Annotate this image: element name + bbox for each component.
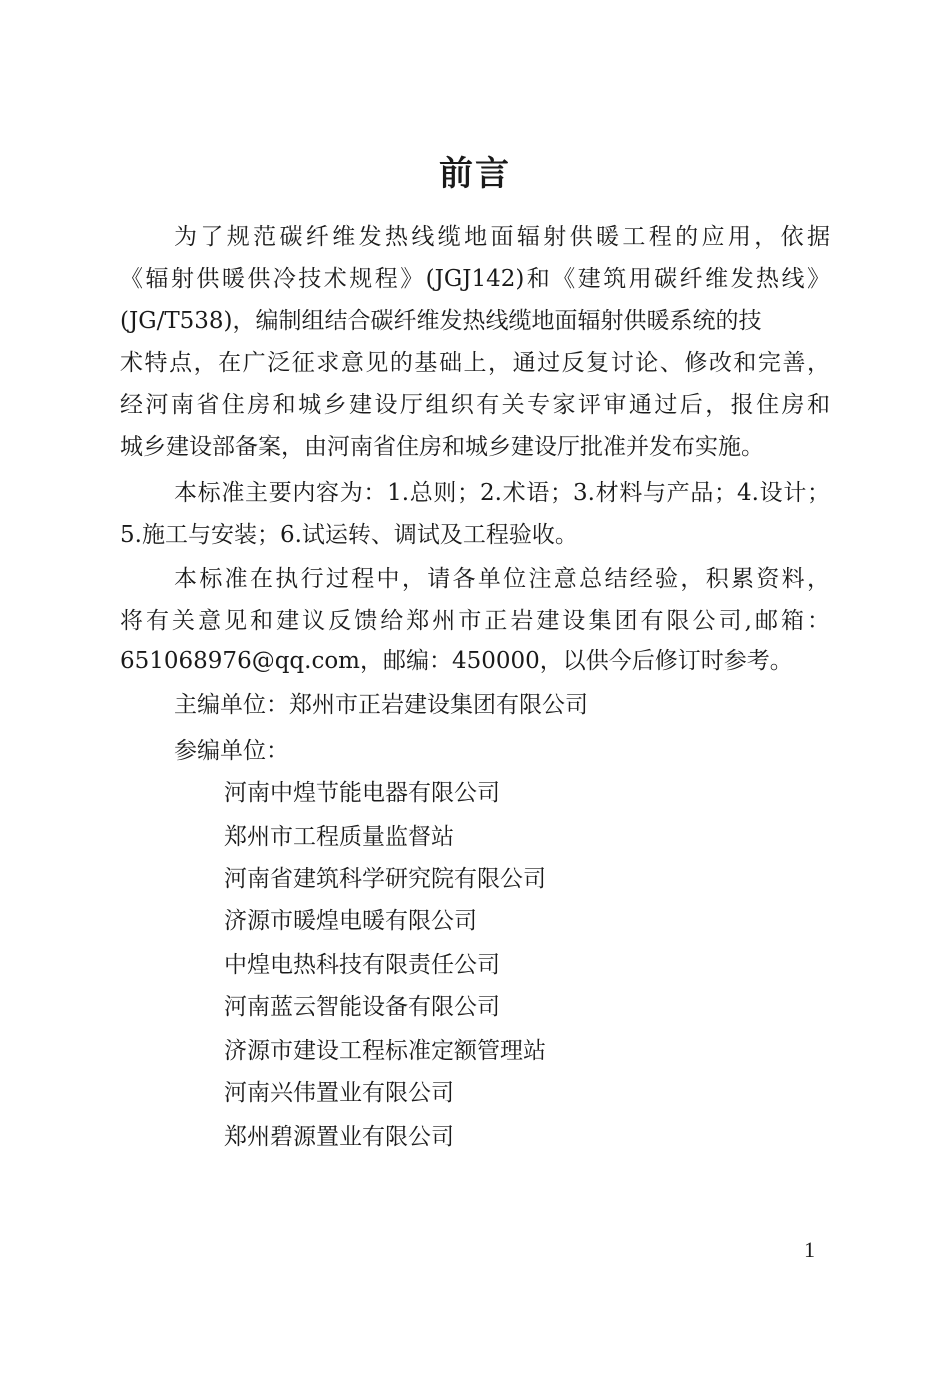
participant-item: 河南省建筑科学研究院有限公司 bbox=[224, 866, 546, 892]
paragraph-2-line-1: 本标准主要内容为：1.总则；2.术语；3.材料与产品；4.设计； bbox=[174, 480, 830, 506]
chief-editor-unit: 主编单位：郑州市正岩建设集团有限公司 bbox=[174, 692, 588, 718]
participant-item: 济源市建设工程标准定额管理站 bbox=[224, 1038, 546, 1064]
participant-item: 河南中煌节能电器有限公司 bbox=[224, 780, 500, 806]
participant-item: 郑州碧源置业有限公司 bbox=[224, 1124, 454, 1150]
paragraph-1-line-2: 《辐射供暖供冷技术规程》(JGJ142)和《建筑用碳纤维发热线》 bbox=[120, 266, 830, 292]
participants-label: 参编单位： bbox=[174, 738, 289, 764]
paragraph-3-line-1: 本标准在执行过程中，请各单位注意总结经验，积累资料， bbox=[174, 566, 830, 592]
paragraph-1-line-6: 城乡建设部备案，由河南省住房和城乡建设厅批准并发布实施。 bbox=[120, 434, 764, 460]
paragraph-1-line-1: 为了规范碳纤维发热线缆地面辐射供暖工程的应用，依据 bbox=[174, 224, 830, 250]
participant-item: 郑州市工程质量监督站 bbox=[224, 824, 454, 850]
paragraph-3-line-2: 将有关意见和建议反馈给郑州市正岩建设集团有限公司,邮箱： bbox=[120, 608, 830, 634]
paragraph-1-line-4: 术特点，在广泛征求意见的基础上，通过反复讨论、修改和完善， bbox=[120, 350, 830, 376]
participant-item: 济源市暖煌电暖有限公司 bbox=[224, 908, 477, 934]
participant-item: 中煌电热科技有限责任公司 bbox=[224, 952, 500, 978]
paragraph-3-line-3: 651068976@qq.com，邮编：450000，以供今后修订时参考。 bbox=[120, 648, 793, 674]
participant-item: 河南蓝云智能设备有限公司 bbox=[224, 994, 500, 1020]
paragraph-1-line-3: (JG/T538)，编制组结合碳纤维发热线缆地面辐射供暖系统的技 bbox=[120, 308, 762, 334]
paragraph-2-line-2: 5.施工与安装；6.试运转、调试及工程验收。 bbox=[120, 522, 578, 548]
paragraph-1-line-5: 经河南省住房和城乡建设厅组织有关专家评审通过后，报住房和 bbox=[120, 392, 830, 418]
page-number: 1 bbox=[804, 1237, 815, 1262]
page-title: 前言 bbox=[439, 154, 511, 194]
participant-item: 河南兴伟置业有限公司 bbox=[224, 1080, 454, 1106]
